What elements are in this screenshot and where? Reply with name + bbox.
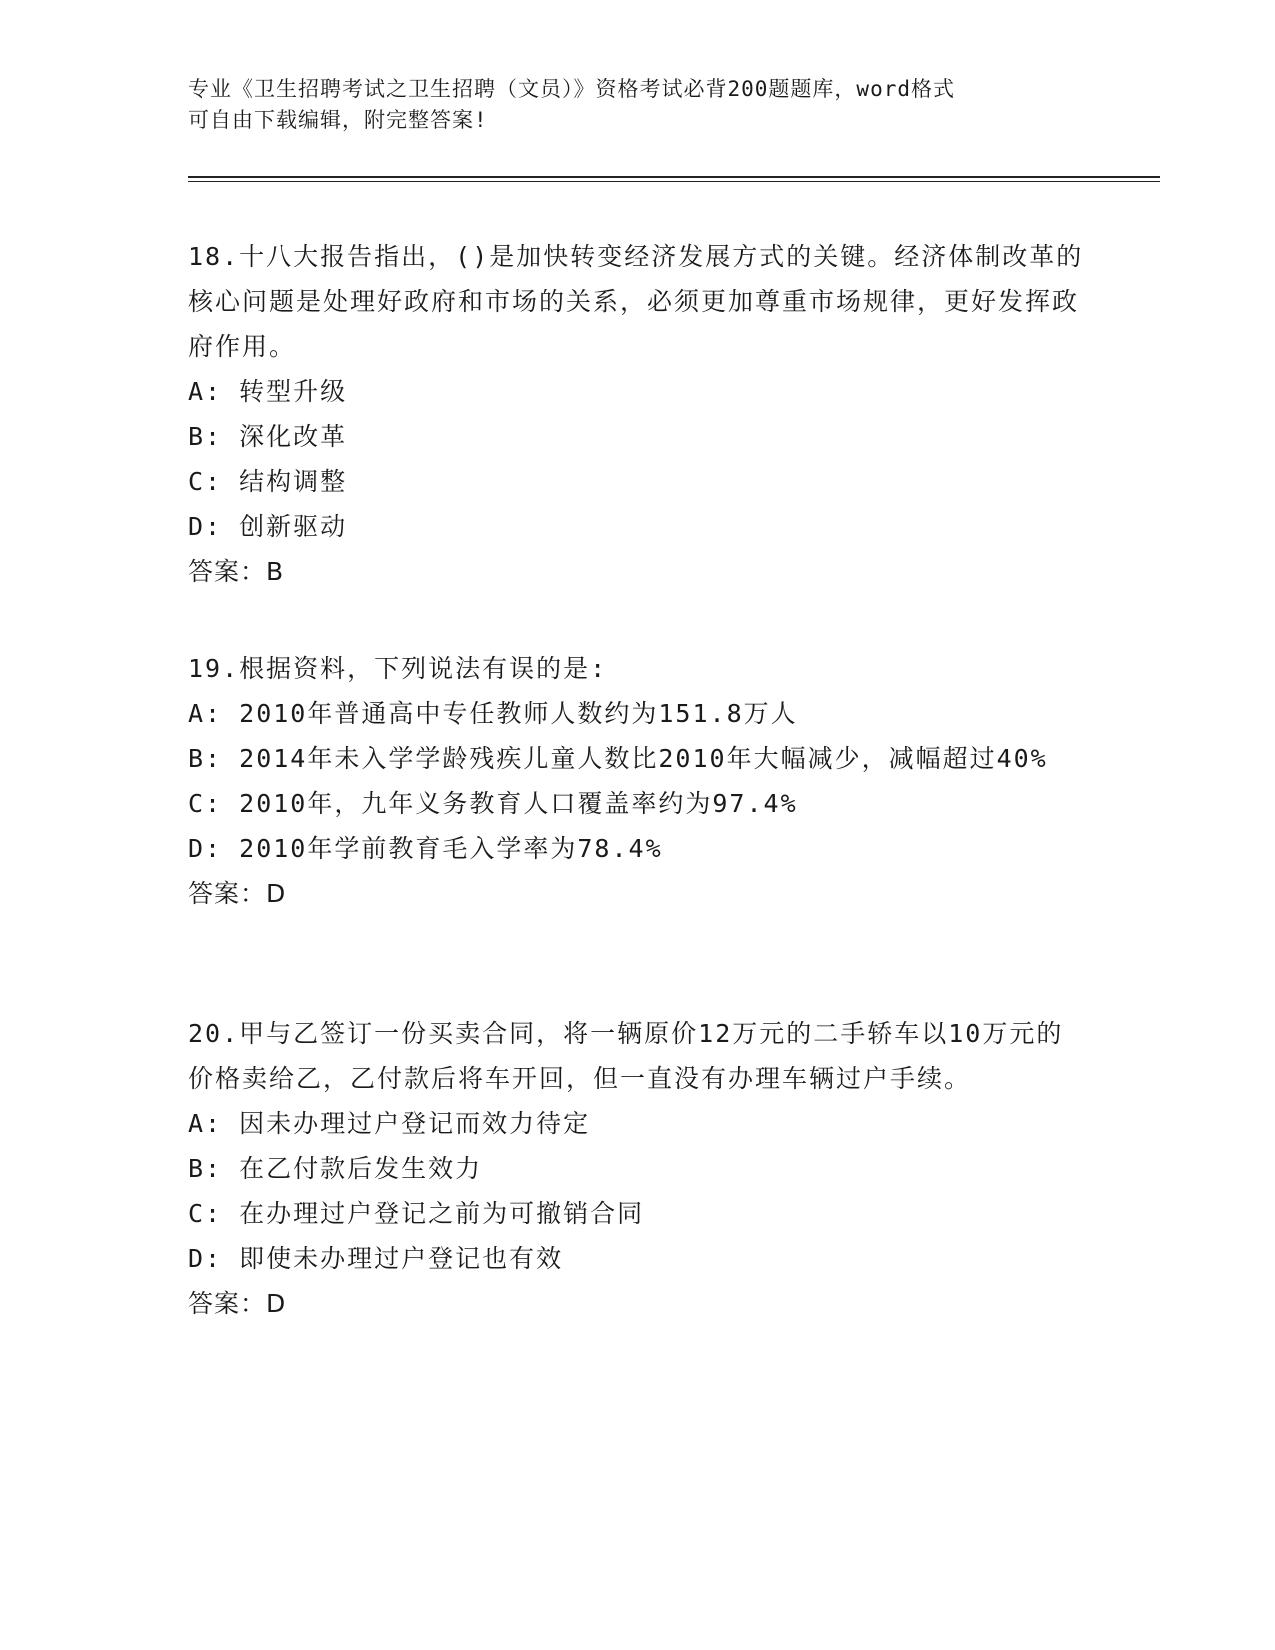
question-19 — [188, 646, 1088, 917]
option-b: B: 深化改革 — [188, 422, 348, 451]
option-c: C: 2010年，九年义务教育人口覆盖率约为97.4% — [188, 789, 798, 818]
option-a: A: 转型升级 — [188, 377, 348, 406]
answer-label: 答案：D — [188, 1289, 287, 1318]
answer-label: 答案：D — [188, 879, 287, 908]
option-a: A: 因未办理过户登记而效力待定 — [188, 1109, 591, 1138]
option-b: B: 2014年未入学学龄残疾儿童人数比2010年大幅减少，减幅超过40% — [188, 744, 1048, 773]
question-stem: 19.根据资料，下列说法有误的是: — [188, 654, 608, 683]
header-divider-thin — [188, 181, 1160, 182]
document-header: 专业《卫生招聘考试之卫生招聘（文员）》资格考试必背200题题库，word格式 可自由下载编辑，附完整答案! — [188, 77, 955, 132]
option-a: A: 2010年普通高中专任教师人数约为151.8万人 — [188, 699, 798, 728]
question-stem: 20.甲与乙签订一份买卖合同，将一辆原价12万元的二手轿车以10万元的价格卖给乙，乙付款后将车开回，但一直没有办理车辆过户手续。 — [188, 1019, 1064, 1093]
question-20 — [188, 1011, 1088, 1327]
question-18 — [188, 234, 1088, 595]
option-c: C: 在办理过户登记之前为可撤销合同 — [188, 1199, 645, 1228]
header-divider-thick — [188, 176, 1160, 178]
question-stem: 18.十八大报告指出，()是加快转变经济发展方式的关键。经济体制改革的核心问题是处理好政府和市场的关系，必须更加尊重市场规律，更好发挥政府作用。 — [188, 242, 1084, 361]
option-d: D: 创新驱动 — [188, 512, 348, 541]
option-d: D: 2010年学前教育毛入学率为78.4% — [188, 834, 663, 863]
option-c: C: 结构调整 — [188, 467, 348, 496]
option-d: D: 即使未办理过户登记也有效 — [188, 1244, 564, 1273]
option-b: B: 在乙付款后发生效力 — [188, 1154, 483, 1183]
answer-label: 答案：B — [188, 557, 285, 586]
